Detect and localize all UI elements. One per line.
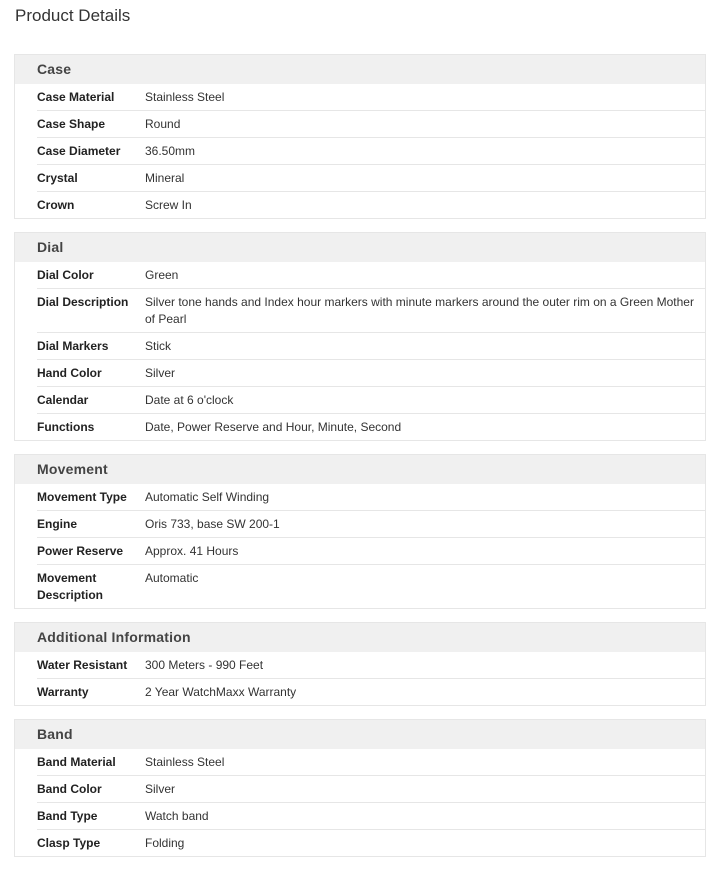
spec-value: Mineral	[145, 171, 185, 185]
spec-value: Silver	[145, 782, 176, 796]
spec-value: Oris 733, base SW 200-1	[145, 517, 280, 531]
spec-value: Automatic	[145, 571, 199, 585]
spec-label: Dial Color	[37, 268, 94, 282]
spec-row	[37, 332, 705, 359]
spec-label: Warranty	[37, 685, 89, 699]
spec-label: Movement Description	[37, 571, 104, 602]
spec-value: Folding	[145, 836, 185, 850]
spec-label: Power Reserve	[37, 544, 124, 558]
spec-value: Watch band	[145, 809, 209, 823]
section-movement	[14, 454, 706, 609]
spec-row	[37, 802, 705, 829]
spec-value: Date, Power Reserve and Hour, Minute, Second	[145, 420, 402, 434]
spec-value: Stainless Steel	[145, 90, 225, 104]
spec-value: Approx. 41 Hours	[145, 544, 239, 558]
section-title: Case	[15, 55, 705, 84]
spec-value: Stick	[145, 339, 172, 353]
spec-label: Engine	[37, 517, 78, 531]
spec-row	[37, 652, 705, 678]
spec-row	[37, 678, 705, 705]
spec-row	[37, 262, 705, 288]
spec-value: Green	[145, 268, 179, 282]
spec-value: Stainless Steel	[145, 755, 225, 769]
spec-row	[37, 775, 705, 802]
spec-row	[37, 413, 705, 440]
spec-row	[37, 537, 705, 564]
spec-label: Band Material	[37, 755, 116, 769]
spec-label: Crystal	[37, 171, 78, 185]
spec-value: Silver	[145, 366, 176, 380]
spec-label: Clasp Type	[37, 836, 101, 850]
spec-value: 36.50mm	[145, 144, 196, 158]
section-title: Dial	[15, 233, 705, 262]
spec-row	[37, 749, 705, 775]
spec-label: Functions	[37, 420, 95, 434]
spec-label: Water Resistant	[37, 658, 128, 672]
section-band	[14, 719, 706, 857]
spec-row	[37, 164, 705, 191]
spec-row	[37, 288, 705, 332]
spec-label: Dial Markers	[37, 339, 109, 353]
spec-value: Date at 6 o'clock	[145, 393, 234, 407]
spec-row	[37, 510, 705, 537]
spec-label: Band Color	[37, 782, 102, 796]
spec-label: Case Diameter	[37, 144, 121, 158]
section-additional-information	[14, 622, 706, 706]
spec-row	[37, 137, 705, 164]
page-title: Product Details	[15, 6, 131, 25]
spec-label: Case Material	[37, 90, 115, 104]
section-title: Movement	[15, 455, 705, 484]
spec-label: Crown	[37, 198, 75, 212]
spec-rows	[15, 84, 705, 218]
spec-rows	[15, 652, 705, 705]
spec-label: Calendar	[37, 393, 89, 407]
product-details-sections	[14, 54, 706, 870]
spec-rows	[15, 484, 705, 608]
spec-label: Hand Color	[37, 366, 102, 380]
spec-row	[37, 386, 705, 413]
spec-row	[37, 84, 705, 110]
spec-rows	[15, 749, 705, 856]
spec-row	[37, 191, 705, 218]
spec-rows	[15, 262, 705, 440]
spec-value: Silver tone hands and Index hour markers with minute markers around the outer rim on a Green Mother of Pearl	[145, 295, 694, 326]
section-dial	[14, 232, 706, 441]
spec-label: Dial Description	[37, 295, 129, 309]
section-title: Additional Information	[15, 623, 705, 652]
spec-value: Round	[145, 117, 181, 131]
spec-label: Band Type	[37, 809, 98, 823]
section-case	[14, 54, 706, 219]
spec-value: Screw In	[145, 198, 192, 212]
spec-label: Movement Type	[37, 490, 127, 504]
spec-row	[37, 829, 705, 856]
spec-value: 300 Meters - 990 Feet	[145, 658, 264, 672]
spec-label: Case Shape	[37, 117, 106, 131]
spec-value: 2 Year WatchMaxx Warranty	[145, 685, 297, 699]
spec-row	[37, 564, 705, 608]
spec-value: Automatic Self Winding	[145, 490, 270, 504]
spec-row	[37, 110, 705, 137]
spec-row	[37, 359, 705, 386]
section-title: Band	[15, 720, 705, 749]
spec-row	[37, 484, 705, 510]
